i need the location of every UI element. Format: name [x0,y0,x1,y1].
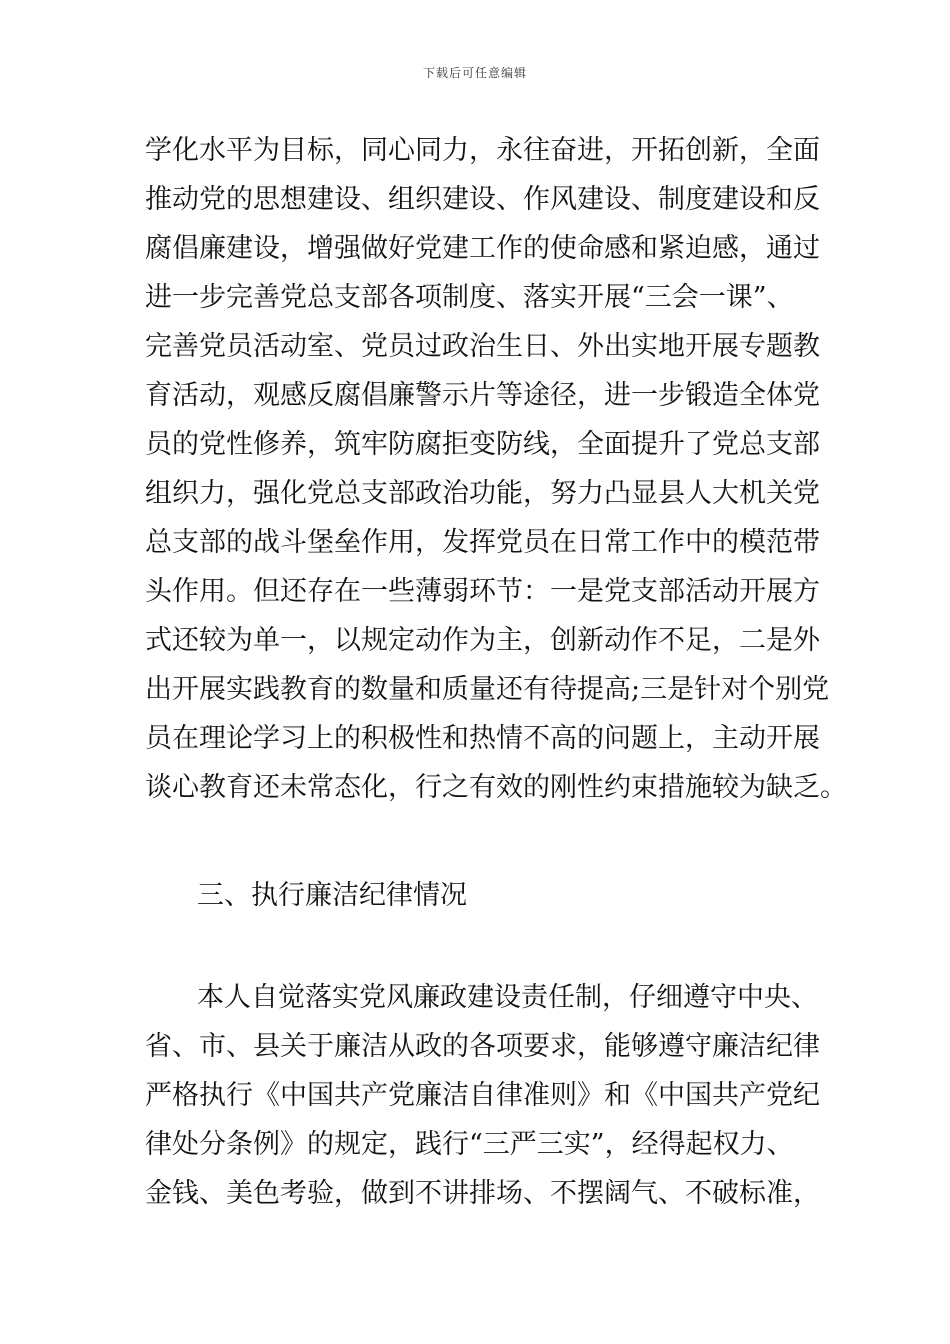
paragraph-line: 严格执行《中国共产党廉洁自律准则》和《中国共产党纪 [145,1080,820,1111]
paragraph-line: 总支部的战斗堡垒作用，发挥党员在日常工作中的模范带 [145,527,820,558]
section-heading: 三、执行廉洁纪律情况 [197,880,467,911]
paragraph-line: 本人自觉落实党风廉政建设责任制，仔细遵守中央、 [197,982,818,1013]
paragraph-line: 组织力，强化党总支部政治功能，努力凸显县人大机关党 [145,478,820,509]
paragraph-line: 完善党员活动室、党员过政治生日、外出实地开展专题教 [145,331,820,362]
paragraph-line: 推动党的思想建设、组织建设、作风建设、制度建设和反 [145,184,820,215]
paragraph-line: 进一步完善党总支部各项制度、落实开展“三会一课”、 [145,282,794,313]
paragraph-line: 育活动，观感反腐倡廉警示片等途径，进一步锻造全体党 [145,380,820,411]
paragraph-line: 出开展实践教育的数量和质量还有待提高;三是针对个别党 [145,674,830,705]
paragraph-line: 员的党性修养，筑牢防腐拒变防线，全面提升了党总支部 [145,429,820,460]
paragraph-line: 员在理论学习上的积极性和热情不高的问题上，主动开展 [145,723,820,754]
paragraph-line: 腐倡廉建设，增强做好党建工作的使命感和紧迫感，通过 [145,233,820,264]
paragraph-line: 学化水平为目标，同心同力，永往奋进，开拓创新，全面 [145,135,820,166]
page-header-note: 下载后可任意编辑 [422,66,527,80]
paragraph-line: 谈心教育还未常态化，行之有效的刚性约束措施较为缺乏。 [145,772,847,803]
paragraph-line: 式还较为单一，以规定动作为主，创新动作不足，二是外 [145,625,820,656]
paragraph-line: 律处分条例》的规定，践行“三严三实”，经得起权力、 [145,1129,794,1160]
paragraph-line: 金钱、美色考验，做到不讲排场、不摆阔气、不破标准， [145,1178,820,1209]
paragraph-line: 省、市、县关于廉洁从政的各项要求，能够遵守廉洁纪律 [145,1031,820,1062]
paragraph-line: 头作用。但还存在一些薄弱环节：一是党支部活动开展方 [145,576,820,607]
